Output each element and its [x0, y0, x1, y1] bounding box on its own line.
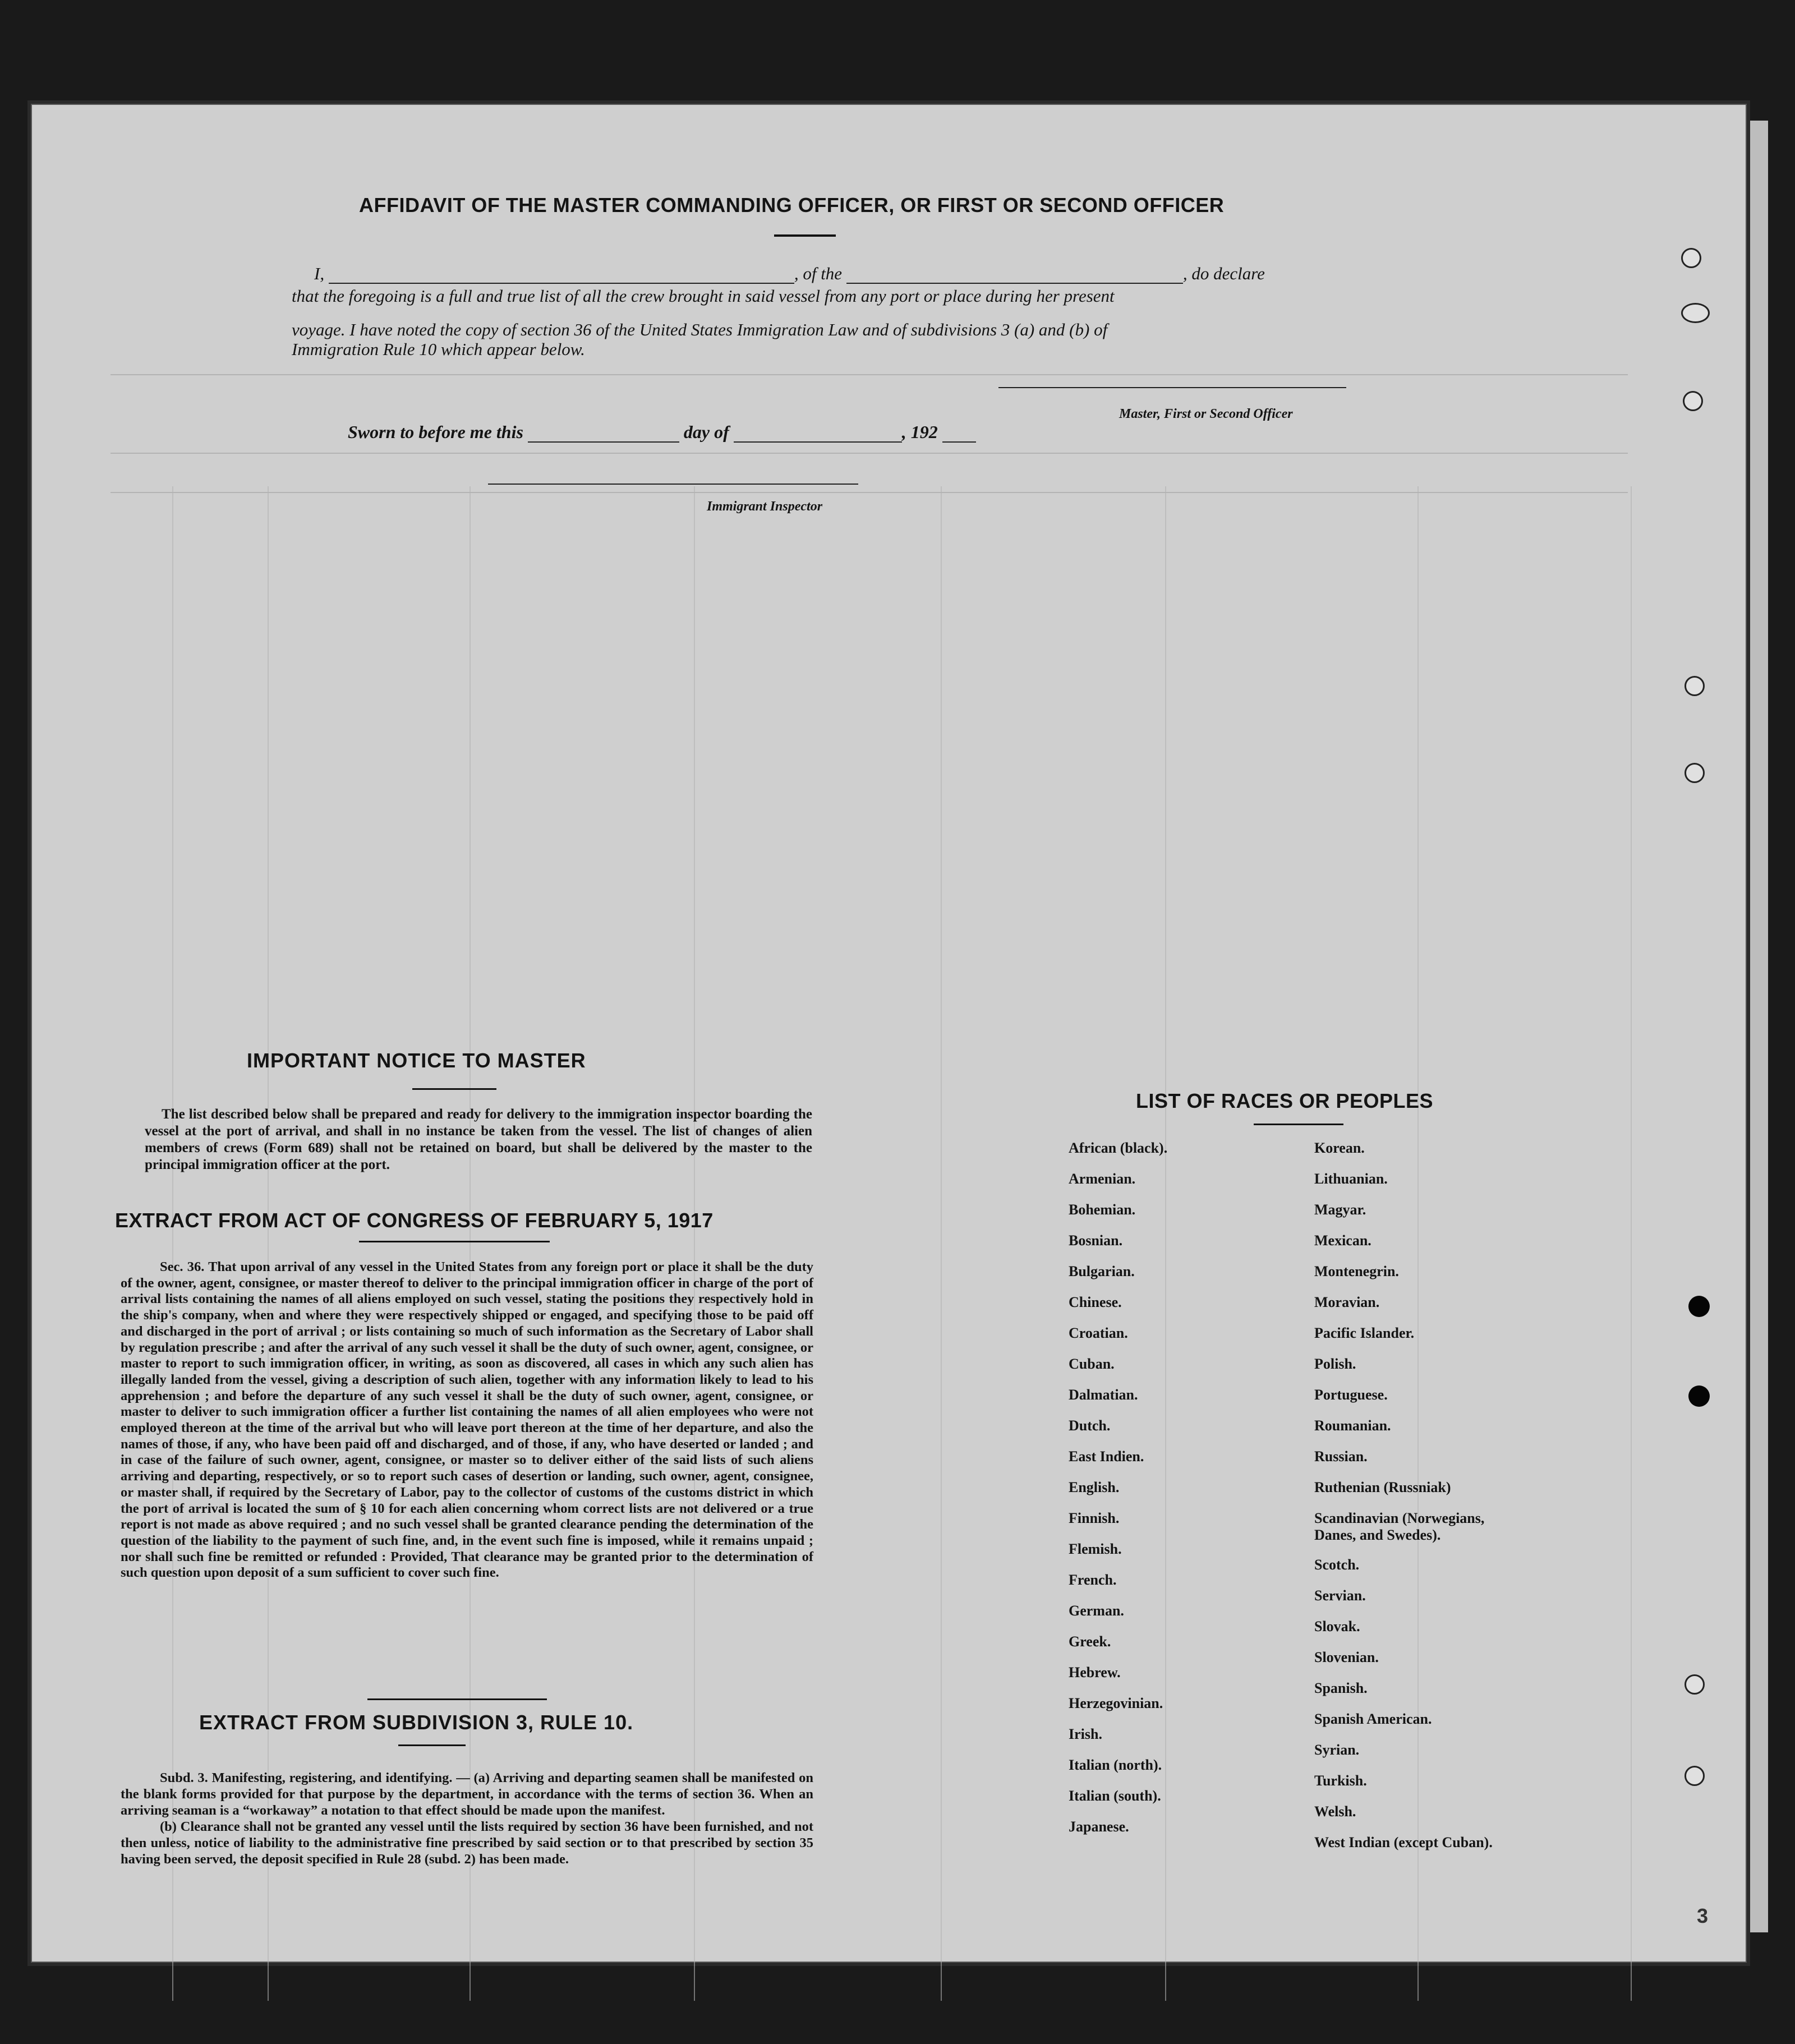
punch-hole	[1684, 763, 1705, 783]
rule-paragraph-a: Subd. 3. Manifesting, registering, and identifying. — (a) Arriving and departing seamen shall be manifested on the blank forms provided for that purpose by the department, in accordance with the terms of section 36. When an arriving seaman is a “workaway” a notation to that effect should be made upon the manifest.	[121, 1770, 813, 1818]
race-item: Welsh.	[1314, 1803, 1356, 1820]
bleed-through-column	[941, 486, 942, 2001]
punch-hole	[1684, 676, 1705, 696]
sworn-day-of: day of	[683, 422, 729, 442]
race-item: Slovak.	[1314, 1618, 1360, 1635]
month-blank[interactable]	[734, 441, 902, 443]
rule-paragraph-b: (b) Clearance shall not be granted any vessel until the lists required by section 36 have been furnished, and not then unless, notice of liability to the administrative fine prescribed by said section or to that prescribed by section 35 having been served, the deposit specified in Rule 28 (subd. 2) has been made.	[121, 1819, 813, 1867]
act-extract-underline	[359, 1241, 550, 1242]
race-item: East Indien.	[1069, 1448, 1144, 1465]
race-item: Cuban.	[1069, 1356, 1115, 1372]
master-signature-label: Master, First or Second Officer	[1119, 407, 1293, 421]
bleed-through-column	[1165, 486, 1166, 2001]
bleed-through-line	[111, 453, 1628, 454]
race-item: Dutch.	[1069, 1417, 1111, 1434]
affidavit-line-3: voyage. I have noted the copy of section 36 of the United States Immigration Law and of subdivisions 3 (a) and (b) of	[292, 320, 1108, 339]
race-item: Magyar.	[1314, 1201, 1366, 1218]
sworn-prefix: Sworn to before me this	[348, 422, 523, 442]
punch-hole	[1684, 1674, 1705, 1695]
race-item: Greek.	[1069, 1633, 1111, 1650]
affidavit-of-the: , of the	[794, 264, 843, 283]
affidavit-line-2: that the foregoing is a full and true list of all the crew brought in said vessel from any port or place during her present	[292, 286, 1115, 306]
race-item: Korean.	[1314, 1140, 1365, 1156]
race-item: Bohemian.	[1069, 1201, 1136, 1218]
race-item: Servian.	[1314, 1587, 1366, 1604]
race-item: Dalmatian.	[1069, 1387, 1138, 1403]
race-item: Chinese.	[1069, 1294, 1122, 1310]
race-item: Ruthenian (Russniak)	[1314, 1479, 1451, 1495]
race-item: German.	[1069, 1603, 1124, 1619]
rule-extract-rule-line	[367, 1698, 547, 1700]
race-item: Scotch.	[1314, 1557, 1360, 1573]
bleed-through-column	[1631, 486, 1632, 2001]
master-signature-line[interactable]	[998, 387, 1346, 388]
race-item: Montenegrin.	[1314, 1263, 1399, 1279]
race-item: Syrian.	[1314, 1742, 1360, 1758]
page-edge-strip	[1745, 121, 1768, 1932]
notice-body: The list described below shall be prepared and ready for delivery to the immigration inspector boarding the vessel at the port of arrival, and shall in no instance be taken from the vessel. The list of changes of alien members of crews (Form 689) shall not be retained on board, but shall be delivered by the master to the principal immigration officer at the port.	[145, 1107, 812, 1172]
race-item: Moravian.	[1314, 1294, 1380, 1310]
race-item: English.	[1069, 1479, 1120, 1495]
notice-title-underline	[412, 1088, 496, 1090]
race-item: Bosnian.	[1069, 1232, 1123, 1249]
day-blank[interactable]	[528, 441, 679, 443]
race-item: French.	[1069, 1572, 1117, 1588]
race-item: Bulgarian.	[1069, 1263, 1135, 1279]
race-item: Roumanian.	[1314, 1417, 1391, 1434]
race-item: Spanish American.	[1314, 1711, 1432, 1727]
race-item: Japanese.	[1069, 1819, 1129, 1835]
punch-hole	[1684, 1766, 1705, 1786]
punch-hole	[1681, 303, 1710, 323]
race-item: West Indian (except Cuban).	[1314, 1834, 1493, 1850]
races-list-title: LIST OF RACES OR PEOPLES	[1136, 1089, 1434, 1112]
bleed-through-column	[1417, 486, 1419, 2001]
vessel-blank[interactable]	[846, 283, 1183, 284]
race-item: Flemish.	[1069, 1541, 1122, 1557]
notice-title: IMPORTANT NOTICE TO MASTER	[247, 1049, 586, 1072]
affidavit-title: AFFIDAVIT OF THE MASTER COMMANDING OFFICER, OR FIRST OR SECOND OFFICER	[359, 194, 1225, 217]
punch-hole	[1688, 1385, 1710, 1407]
race-item: Croatian.	[1069, 1325, 1128, 1341]
rule-extract-title: EXTRACT FROM SUBDIVISION 3, RULE 10.	[199, 1711, 634, 1734]
affidavit-declare: , do declare	[1182, 264, 1265, 283]
sworn-year: , 192	[901, 422, 938, 442]
page-number: 3	[1697, 1904, 1709, 1927]
race-item: Herzegovinian.	[1069, 1695, 1163, 1711]
race-item: Lithuanian.	[1314, 1171, 1388, 1187]
act-extract-title: EXTRACT FROM ACT OF CONGRESS OF FEBRUARY 5, 1917	[115, 1209, 714, 1232]
race-item: Scandinavian (Norwegians, Danes, and Swedes).	[1314, 1510, 1485, 1543]
bleed-through-line	[111, 492, 1628, 493]
year-blank[interactable]	[942, 441, 976, 443]
name-blank[interactable]	[329, 283, 794, 284]
rule-extract-underline	[398, 1744, 466, 1746]
race-item: Pacific Islander.	[1314, 1325, 1415, 1341]
inspector-signature-label: Immigrant Inspector	[707, 499, 823, 514]
affidavit-line-4: Immigration Rule 10 which appear below.	[292, 339, 585, 359]
punch-hole	[1688, 1296, 1710, 1317]
race-item: Irish.	[1069, 1726, 1102, 1742]
act-extract-body: Sec. 36. That upon arrival of any vessel in the United States from any foreign port or place it shall be the duty of the owner, agent, consignee, or master thereof to deliver to the principal immigration officer in charge of the port of arrival lists containing the names of all aliens employed on such vessel, stating the positions they respectively hold in the ship's company, when and where they were respectively shipped or engaged, and specifying those to be paid off and discharged in the port of arrival ; or lists containing so much of such information as the Secretary of Labor shall by regulation prescribe ; and after the arrival of any such vessel it shall be the duty of such owner, agent, consignee, or master to report to such immigration officer, in writing, as soon as discovered, all cases in which any such alien has illegally landed from the vessel, giving a description of such alien, together with any information likely to lead to his apprehension ; and before the departure of any such vessel it shall be the duty of such owner, agent, consignee, or master to deliver to such immigration officer a further list containing the names of all alien employees who were not employed thereon at the time of the arrival but who will leave port thereon at the time of her departure, and also the names of those, if any, who have been paid off and discharged, and of those, if any, who have deserted or landed ; and in case of the failure of such owner, agent, consignee, or master so to deliver either of the said lists of such aliens arriving and departing, respectively, or so to report such cases of desertion or landing, such owner, agent, consignee, or master shall, if required by the Secretary of Labor, pay to the collector of customs of the customs district in which the port of arrival is located the sum of § 10 for each alien concerning whom correct lists are not delivered or a true report is not made as above required ; and no such vessel shall be granted clearance pending the determination of the question of the liability to the payment of such fine, and, in the event such fine is imposed, while it remains unpaid ; nor shall such fine be remitted or refunded : Provided, That clearance may be granted prior to the determination of such question upon deposit of a sum sufficient to cover such fine.	[121, 1259, 813, 1581]
punch-hole	[1681, 248, 1701, 268]
affidavit-i: I,	[314, 264, 325, 283]
inspector-signature-line[interactable]	[488, 484, 858, 485]
races-list-underline	[1254, 1124, 1343, 1125]
affidavit-title-underline	[774, 234, 836, 237]
punch-hole	[1683, 391, 1703, 411]
affidavit-line-1	[314, 264, 1265, 284]
race-item: Russian.	[1314, 1448, 1368, 1465]
rule-extract-body	[121, 1770, 813, 1867]
race-item: Finnish.	[1069, 1510, 1120, 1526]
race-item: African (black).	[1069, 1140, 1168, 1156]
race-item: Spanish.	[1314, 1680, 1368, 1696]
bleed-through-line	[111, 374, 1628, 375]
race-item: Polish.	[1314, 1356, 1356, 1372]
race-item: Hebrew.	[1069, 1664, 1121, 1681]
race-item: Slovenian.	[1314, 1649, 1379, 1665]
race-item: Mexican.	[1314, 1232, 1371, 1249]
race-item: Italian (south).	[1069, 1788, 1161, 1804]
race-item: Italian (north).	[1069, 1757, 1162, 1773]
sworn-statement	[348, 422, 976, 443]
race-item: Turkish.	[1314, 1773, 1367, 1789]
race-item: Portuguese.	[1314, 1387, 1388, 1403]
race-item: Armenian.	[1069, 1171, 1136, 1187]
document-page	[31, 104, 1747, 1963]
